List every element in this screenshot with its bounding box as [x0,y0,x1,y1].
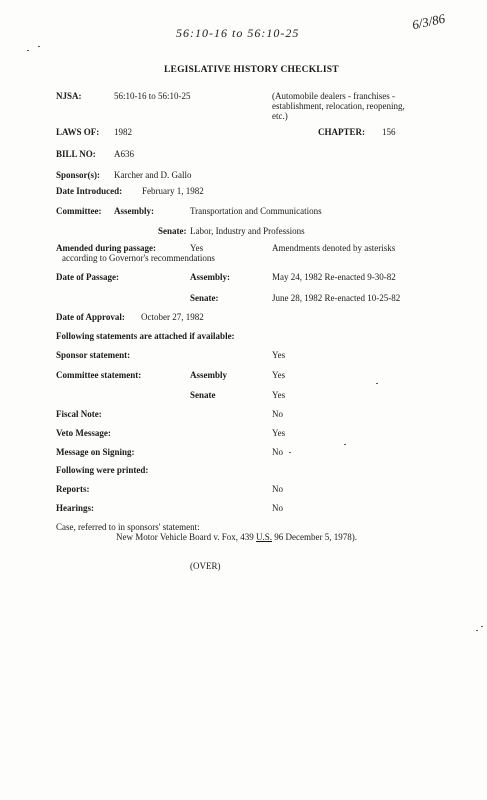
njsa-label: NJSA: [56,91,82,101]
veto-message-label: Veto Message: [56,428,111,438]
passage-assembly-label: Assembly: [190,272,230,282]
passage-senate-label: Senate: [190,293,219,303]
sponsor-statement-label: Sponsor statement: [56,350,131,360]
attached-statements-header: Following statements are attached if available: [56,331,235,341]
scan-speck [344,444,346,445]
case-citation-us: U.S. [255,532,272,542]
njsa-subject-line2: establishment, relocation, reopening, [272,101,405,111]
date-introduced-label: Date Introduced: [56,186,123,196]
sponsors-value: Karcher and D. Gallo [114,170,192,180]
case-citation-post: 96 December 5, 1978). [272,532,357,542]
amended-label: Amended during passage: [56,243,157,253]
reports-label: Reports: [56,484,90,494]
case-citation-pre: New Motor Vehicle Board v. Fox, 439 [116,532,256,542]
approval-value: October 27, 1982 [141,312,204,322]
date-introduced-value: February 1, 1982 [142,186,204,196]
signing-message-value: No [272,447,283,457]
scan-speck [476,630,478,631]
scan-speck [38,46,40,47]
approval-label: Date of Approval: [56,312,125,322]
hearings-label: Hearings: [56,503,94,513]
chapter-label: CHAPTER: [318,127,365,137]
fiscal-note-label: Fiscal Note: [56,409,102,419]
over-marker: (OVER) [190,561,221,571]
committee-senate-value: Labor, Industry and Professions [190,226,305,236]
committee-statement-assembly-value: Yes [272,370,286,380]
fiscal-note-value: No [272,409,283,419]
amended-note: Amendments denoted by asterisks [272,243,396,253]
njsa-subject-line3: etc.) [272,111,288,121]
hearings-value: No [272,503,283,513]
committee-senate-label: Senate: [158,226,187,236]
committee-assembly-value: Transportation and Communications [190,206,322,216]
scan-speck [27,50,29,51]
laws-value: 1982 [114,127,132,137]
committee-assembly-label: Assembly: [114,206,154,216]
amended-note-continued: according to Governor's recommendations [62,253,215,263]
sponsor-statement-value: Yes [272,350,286,360]
committee-statement-senate-value: Yes [272,390,286,400]
committee-label: Committee: [56,206,102,216]
printed-header: Following were printed: [56,465,149,475]
handwritten-date: 6/3/86 [410,10,447,33]
document-title: LEGISLATIVE HISTORY CHECKLIST [164,65,339,75]
passage-assembly-value: May 24, 1982 Re-enacted 9-30-82 [272,272,396,282]
njsa-value: 56:10-16 to 56:10-25 [114,91,191,101]
handwritten-statute-range: 56:10-16 to 56:10-25 [176,26,300,40]
bill-label: BILL NO: [56,149,96,159]
amended-value: Yes [190,243,204,253]
signing-message-label: Message on Signing: [56,447,135,457]
committee-statement-senate-label: Senate [190,390,216,400]
committee-statement-assembly-label: Assembly [190,370,228,380]
chapter-value: 156 [382,127,396,137]
veto-message-value: Yes [272,428,286,438]
bill-value: A636 [114,149,134,159]
njsa-subject-line1: (Automobile dealers - franchises - [272,91,395,101]
scan-speck [376,383,378,384]
passage-senate-value: June 28, 1982 Re-enacted 10-25-82 [272,293,401,303]
sponsors-label: Sponsor(s): [56,170,101,180]
scan-speck [289,452,291,453]
committee-statement-label: Committee statement: [56,370,142,380]
passage-label: Date of Passage: [56,272,119,282]
case-label: Case, referred to in sponsors' statement: [56,522,200,532]
reports-value: No [272,484,283,494]
scan-speck [481,626,483,627]
case-citation [116,532,357,542]
laws-label: LAWS OF: [56,127,100,137]
